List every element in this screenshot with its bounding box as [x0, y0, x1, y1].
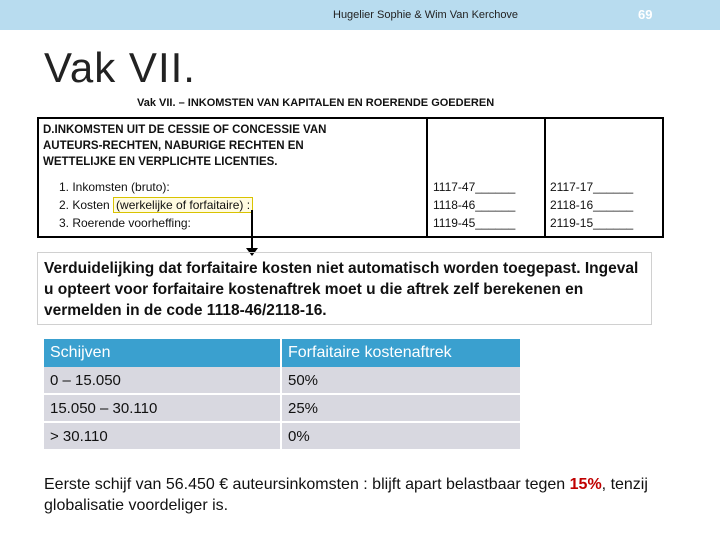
column-header: Forfaitaire kostenaftrek [282, 339, 522, 367]
author-line: Hugelier Sophie & Wim Van Kerchove [333, 9, 519, 21]
cost-deduction-table [44, 339, 522, 451]
form-heading-line: WETTELIJKE EN VERPLICHTE LICENTIES. [43, 156, 278, 168]
form-items [59, 178, 253, 232]
form-code: 2117-17______ [550, 180, 634, 194]
table-cell: 0% [282, 423, 522, 451]
section-subtitle: Vak VII. – INKOMSTEN VAN KAPITALEN EN ROERENDE GOEDEREN [137, 97, 495, 109]
slide-title: Vak VII. [44, 44, 196, 91]
table-row [44, 423, 522, 451]
table-cell: 25% [282, 395, 522, 423]
codes-column-1 [433, 178, 515, 232]
footer-text: , tenzij globalisatie voordeliger is. [44, 476, 648, 514]
footer-note [44, 474, 664, 516]
form-item-label: 2. Kosten [59, 198, 114, 212]
form-item-label: 3. Roerende voorheffing: [59, 216, 191, 230]
page-number: 69 [638, 7, 653, 22]
table-row [44, 395, 522, 423]
codes-column-2 [550, 178, 633, 232]
table-cell: 15.050 – 30.110 [44, 395, 282, 423]
footer-highlight: 15% [569, 476, 602, 493]
explanation-note: Verduidelijking dat forfaitaire kosten niet automatisch worden toegepast. Ingeval u opteert voor forfaitaire kostenaftrek moet u die aftrek zelf berekenen en vermelden in de code 1118-46/2118-16. [37, 252, 652, 325]
form-item [59, 214, 253, 232]
form-code: 2119-15______ [550, 216, 634, 230]
form-code: 1118-46______ [433, 198, 516, 212]
form-code: 2118-16______ [550, 198, 634, 212]
form-code: 1119-45______ [433, 216, 516, 230]
table-row [44, 367, 522, 395]
footer-text: Eerste schijf van 56.450 € auteursinkomsten : blijft apart belastbaar tegen [44, 476, 570, 493]
tax-form-excerpt [37, 117, 664, 238]
form-divider [544, 119, 546, 236]
highlighted-phrase: (werkelijke of forfaitaire) : [113, 197, 253, 213]
form-heading-line: AUTEURS-RECHTEN, NABURIGE RECHTEN EN [43, 140, 304, 152]
table-header-row [44, 339, 522, 367]
table-cell: 50% [282, 367, 522, 395]
form-code: 1117-47______ [433, 180, 516, 194]
form-heading [43, 122, 428, 170]
form-item-label: 1. Inkomsten (bruto): [59, 180, 170, 194]
table-cell: > 30.110 [44, 423, 282, 451]
form-item [59, 178, 253, 196]
top-bar [0, 0, 720, 30]
form-item [59, 196, 253, 214]
form-heading-line: D.INKOMSTEN UIT DE CESSIE OF CONCESSIE VAN [43, 124, 327, 136]
column-header: Schijven [44, 339, 282, 367]
table-cell: 0 – 15.050 [44, 367, 282, 395]
callout-connector-line [251, 210, 253, 252]
